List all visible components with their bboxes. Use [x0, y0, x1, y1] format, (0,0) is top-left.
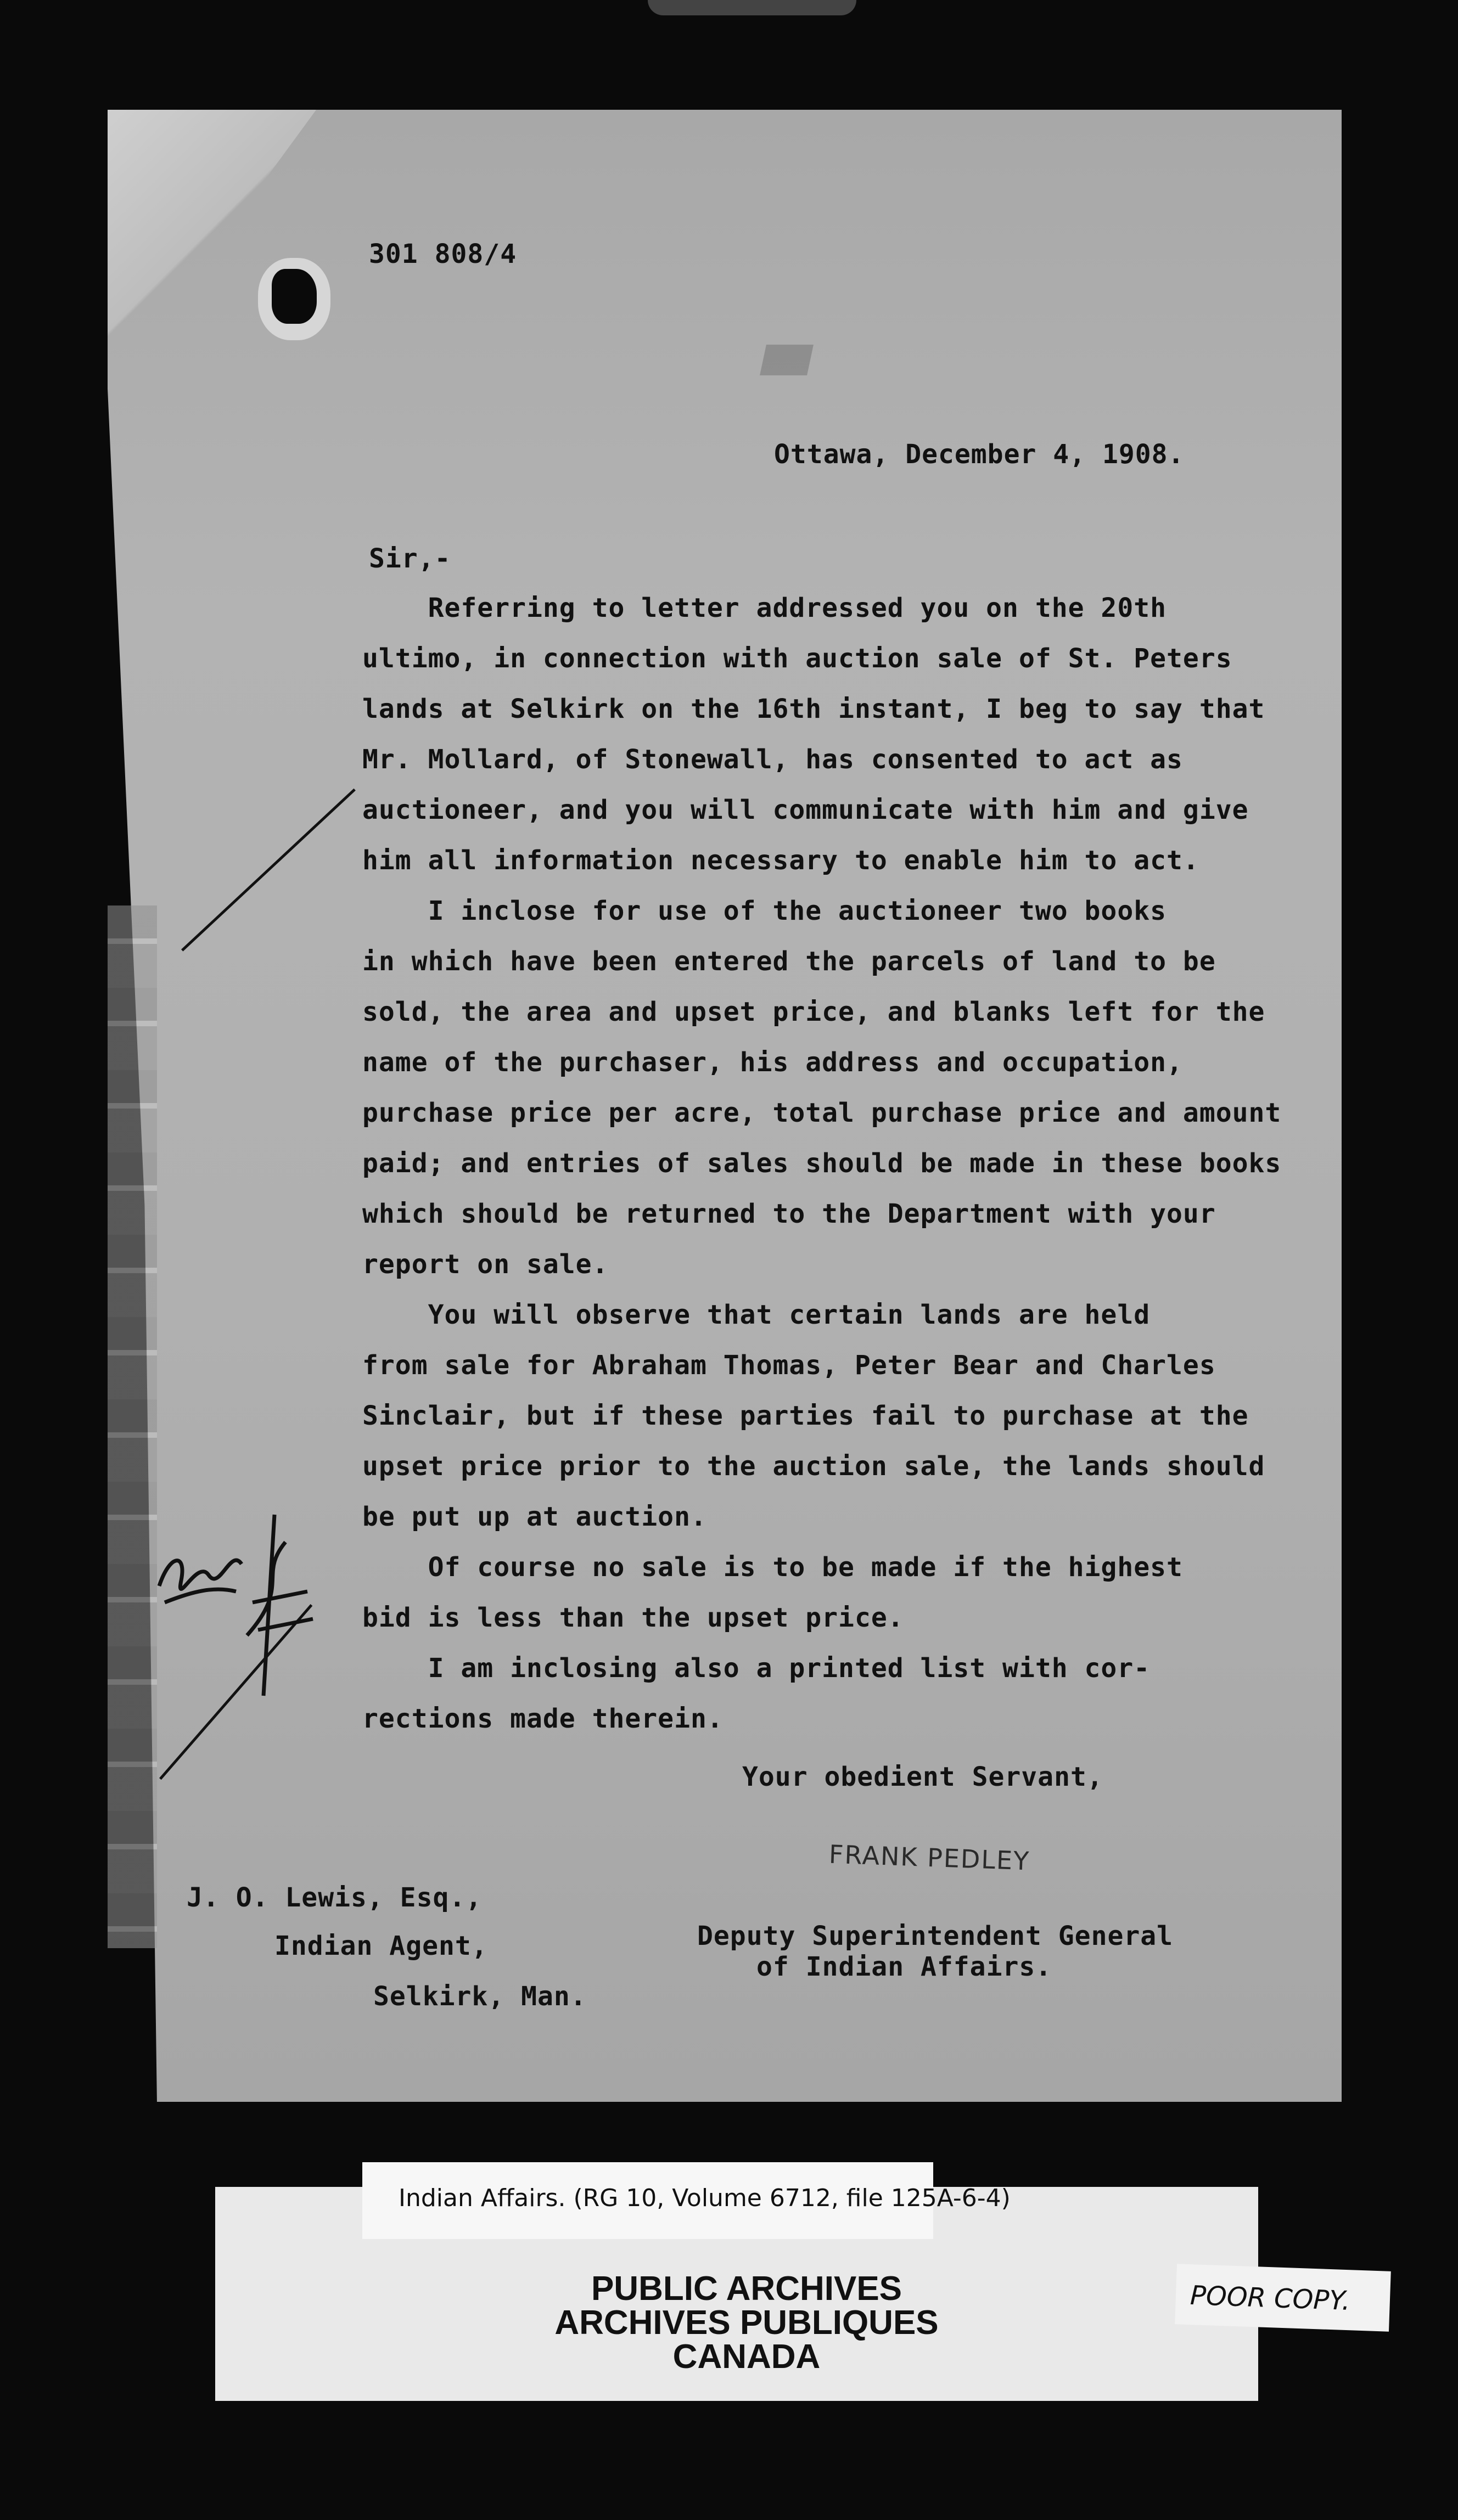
body-line: in which have been entered the parcels of land to be: [362, 946, 1216, 977]
body-line: name of the purchaser, his address and occupation,: [362, 1047, 1183, 1078]
torn-left-edge: [108, 905, 157, 1948]
margin-initials-scribble: [148, 1493, 324, 1701]
body-line: sold, the area and upset price, and blanks left for the: [362, 997, 1265, 1027]
body-line: ultimo, in connection with auction sale of St. Peters: [362, 643, 1232, 674]
addressee-role: Indian Agent,: [274, 1931, 488, 1961]
signature: FRANK PEDLEY: [828, 1839, 1031, 1876]
body-line: Mr. Mollard, of Stonewall, has consented to act as: [362, 744, 1183, 775]
archive-line-2: ARCHIVES PUBLIQUES: [554, 2304, 939, 2342]
body-line: Referring to letter addressed you on the 20th: [362, 593, 1167, 623]
body-line: upset price prior to the auction sale, the lands should: [362, 1451, 1265, 1482]
body-line: which should be returned to the Department with your: [362, 1199, 1216, 1229]
body-line: from sale for Abraham Thomas, Peter Bear and Charles: [362, 1350, 1216, 1381]
body-line: bid is less than the upset price.: [362, 1602, 904, 1633]
signer-title-2: of Indian Affairs.: [756, 1951, 1052, 1982]
archive-line-3: CANADA: [672, 2338, 821, 2376]
file-reference: 301 808/4: [369, 239, 517, 269]
body-line: rections made therein.: [362, 1703, 724, 1734]
archive-line-1: PUBLIC ARCHIVES: [591, 2270, 902, 2308]
received-stamp: [760, 345, 814, 375]
addressee-name: J. O. Lewis, Esq.,: [187, 1882, 483, 1913]
body-line: I am inclosing also a printed list with cor-: [362, 1653, 1151, 1684]
archive-stamp: [527, 2272, 966, 2374]
salutation: Sir,-: [369, 543, 451, 574]
addressee-place: Selkirk, Man.: [373, 1981, 587, 2012]
body-line: him all information necessary to enable him to act.: [362, 845, 1199, 876]
body-line: I inclose for use of the auctioneer two books: [362, 896, 1167, 926]
body-line: Of course no sale is to be made if the highest: [362, 1552, 1183, 1583]
film-smudge: [648, 0, 856, 15]
body-line: report on sale.: [362, 1249, 609, 1280]
body-line: paid; and entries of sales should be made in these books: [362, 1148, 1282, 1179]
body-line: be put up at auction.: [362, 1501, 707, 1532]
closing: Your obedient Servant,: [742, 1762, 1103, 1792]
punch-hole: [272, 269, 317, 324]
body-line: lands at Selkirk on the 16th instant, I beg to say that: [362, 694, 1265, 724]
body-line: Sinclair, but if these parties fail to purchase at the: [362, 1400, 1249, 1431]
poor-copy-note: POOR COPY.: [1190, 2280, 1351, 2317]
archive-reference: Indian Affairs. (RG 10, Volume 6712, file 125A-6-4): [399, 2184, 1011, 2212]
body-line: purchase price per acre, total purchase price and amount: [362, 1098, 1282, 1128]
body-line: auctioneer, and you will communicate with him and give: [362, 795, 1249, 825]
letter-date: Ottawa, December 4, 1908.: [774, 439, 1185, 470]
signer-title: Deputy Superintendent General: [697, 1921, 1174, 1951]
body-line: You will observe that certain lands are held: [362, 1300, 1151, 1330]
